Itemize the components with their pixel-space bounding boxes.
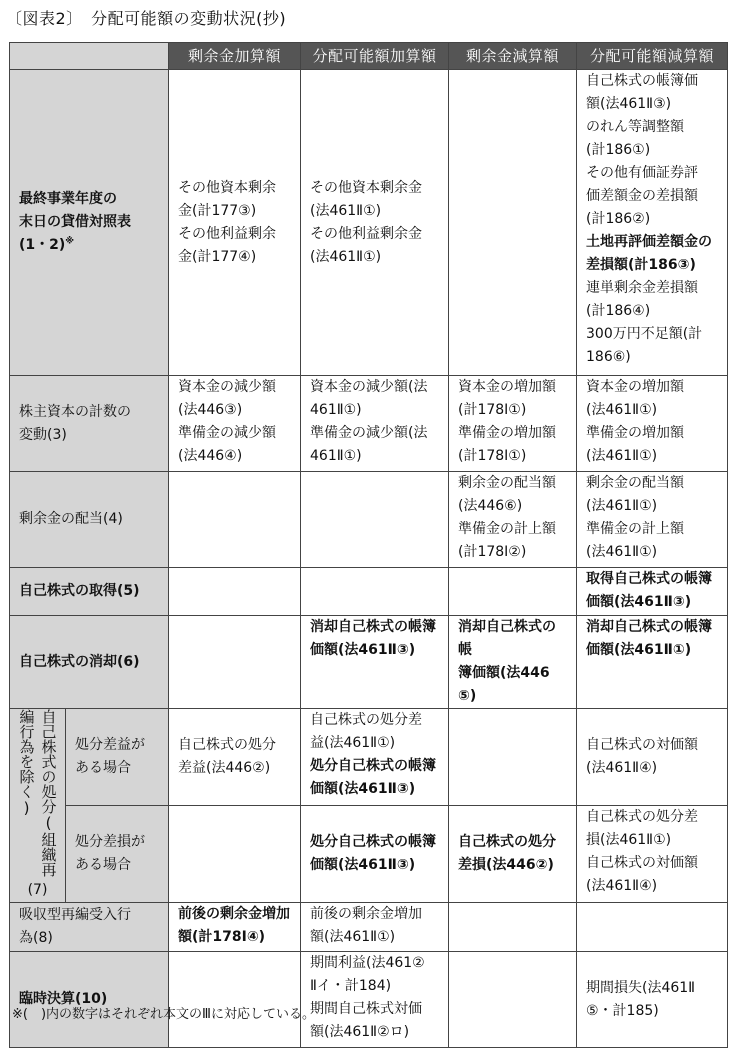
text-line: 自己株式の処分 <box>178 737 276 753</box>
text-line: 差損(法446②) <box>458 857 554 873</box>
text-line: 額(法461Ⅱ③) <box>586 96 672 112</box>
text-line: 186⑥) <box>586 349 631 365</box>
text-line: 準備金の増加額 <box>458 425 556 441</box>
text-line: (法461Ⅱ①) <box>586 544 658 560</box>
row-treasury-disposal-gain <box>10 709 728 806</box>
text-line: 最終事業年度の <box>19 191 117 207</box>
row-label-treasury-acquisition <box>10 568 169 616</box>
text-line: 前後の剰余金増加 <box>310 906 422 922</box>
cell-r6a-c3 <box>449 709 577 806</box>
text-line: 剰余金の配当額 <box>458 475 556 491</box>
cell-r7-c3 <box>449 903 577 952</box>
cell-r4-c1 <box>169 568 301 616</box>
text-line: 消却自己株式の帳簿 <box>586 619 712 635</box>
text-line: 金(計177④) <box>178 248 257 265</box>
text-line: 差損額(計186③) <box>586 257 696 273</box>
text-line: 金(計177③) <box>178 202 257 219</box>
row-interim-settlement <box>10 952 728 1048</box>
text-line: 剰余金の配当額 <box>586 475 684 491</box>
text-line: 期間利益(法461② <box>310 955 425 971</box>
text-line: 価額(法461Ⅱ③) <box>586 594 692 610</box>
text-line: (1・2)※ <box>19 236 75 253</box>
cell-r1-c2 <box>301 70 449 376</box>
footnote: ※( )内の数字はそれぞれ本文のⅢに対応している。 <box>12 1007 315 1022</box>
cell-r5-c1 <box>169 616 301 709</box>
cell-r4-c4 <box>577 568 728 616</box>
text-line: 臨時決算(10) <box>19 991 108 1007</box>
text-line: 自己株式の処分差 <box>310 712 422 728</box>
text-line: その他利益剰余金 <box>310 225 422 242</box>
text-line: ある場合 <box>75 857 131 873</box>
text-line: (法446⑥) <box>458 498 523 514</box>
row-balance-sheet <box>10 70 728 376</box>
text-line: 益(法461Ⅱ①) <box>310 735 396 751</box>
text-line: 準備金の計上額 <box>458 521 556 537</box>
text-line: (法446④) <box>178 448 243 464</box>
cell-r8-c1 <box>169 952 301 1048</box>
text-line: 価額(法461Ⅱ①) <box>586 642 692 658</box>
text-line: 価差額金の差損額 <box>586 188 698 204</box>
cell-r6b-c4 <box>577 806 728 903</box>
cell-r8-c2 <box>301 952 449 1048</box>
text-line: 自己株式の対価額 <box>586 855 698 871</box>
header-distributable-deduction: 分配可能額減算額 <box>577 43 728 70</box>
text-line: 自己株式の処分 <box>458 834 556 850</box>
text-line: 処分自己株式の帳簿 <box>310 758 436 774</box>
text-line: (法461Ⅱ④) <box>586 760 658 776</box>
text-line: 取得自己株式の帳簿 <box>586 571 712 587</box>
text-line: 準備金の減少額 <box>178 425 276 441</box>
row-treasury-acquisition <box>10 568 728 616</box>
text-line: 期間自己株式対価 <box>310 1001 422 1017</box>
text-line: 連単剰余金差損額 <box>586 280 698 296</box>
text-line: 為(8) <box>19 930 53 946</box>
text-line: 461Ⅱ①) <box>310 448 362 464</box>
cell-r6a-c4 <box>577 709 728 806</box>
text-line: 300万円不足額(計 <box>586 326 703 342</box>
header-row <box>10 43 728 70</box>
cell-r1-c1 <box>169 70 301 376</box>
note-mark: ※ <box>65 236 75 247</box>
text-line: 処分差損が <box>75 834 145 850</box>
text-line: (法461Ⅱ①) <box>586 448 658 464</box>
cell-r1-c4 <box>577 70 728 376</box>
cell-r3-c2 <box>301 472 449 568</box>
text-line: 資本金の減少額 <box>178 379 276 395</box>
row-label-treasury-disposal <box>10 709 66 903</box>
text-line: (法446③) <box>178 402 243 418</box>
text-line: 簿価額(法446⑤) <box>458 665 550 704</box>
text-line: 株主資本の計数の <box>19 403 131 420</box>
text-line: 差益(法446②) <box>178 760 271 776</box>
text-line: (計178Ⅰ①) <box>458 402 527 418</box>
text-line: その他資本剰余 <box>178 179 276 196</box>
text-line: (計178Ⅰ②) <box>458 544 527 560</box>
text-line: 資本金の増加額 <box>586 379 684 395</box>
distributable-amount-table <box>9 42 728 1048</box>
text-line: 消却自己株式の帳簿 <box>310 619 436 635</box>
text-line: 前後の剰余金増加 <box>178 906 290 922</box>
header-surplus-deduction: 剰余金減算額 <box>449 43 577 70</box>
cell-r3-c3 <box>449 472 577 568</box>
sublabel-disposal-gain <box>66 709 169 806</box>
text-line: ⑤・計185) <box>586 1002 659 1019</box>
header-corner <box>10 43 169 70</box>
text-line: 準備金の計上額 <box>586 521 684 537</box>
text-line: 吸収型再編受入行 <box>19 907 131 923</box>
text-line: その他利益剰余 <box>178 225 276 242</box>
row-label-capital-changes <box>10 376 169 472</box>
cell-r6b-c1 <box>169 806 301 903</box>
text-line: (法461Ⅱ①) <box>586 402 658 418</box>
cell-r5-c4 <box>577 616 728 709</box>
text-line: (法461Ⅱ①) <box>586 498 658 514</box>
text-line: 自己株式の帳簿価 <box>586 73 698 89</box>
row-label-absorption-reorg <box>10 903 169 952</box>
text-line: 自己株式の取得(5) <box>19 583 140 599</box>
row-dividends <box>10 472 728 568</box>
header-distributable-addition: 分配可能額加算額 <box>301 43 449 70</box>
text-line: 準備金の減少額(法 <box>310 425 428 441</box>
text-line: 土地再評価差額金の <box>586 234 712 250</box>
text-line: 額(法461Ⅱ②ロ) <box>310 1024 410 1040</box>
text-line: (法461Ⅱ④) <box>586 878 658 894</box>
row-treasury-cancellation <box>10 616 728 709</box>
text-line: (計178Ⅰ①) <box>458 448 527 464</box>
row-treasury-disposal-loss <box>10 806 728 903</box>
text-line: 価額(法461Ⅱ③) <box>310 781 416 797</box>
text-line: 損(法461Ⅱ①) <box>586 832 672 848</box>
text-line: (法461Ⅱ①) <box>310 202 382 219</box>
sublabel-disposal-loss <box>66 806 169 903</box>
cell-r6b-c3 <box>449 806 577 903</box>
text-line: その他資本剰余金 <box>310 179 422 196</box>
cell-r7-c2 <box>301 903 449 952</box>
text-line: 処分差益が <box>75 737 145 753</box>
cell-r6a-c2 <box>301 709 449 806</box>
text-line: 額(計178Ⅰ④) <box>178 929 266 945</box>
text-line: (法461Ⅱ①) <box>310 248 382 265</box>
treasury-disposal-vertical-label: 自己株式の処分(組織再編行為を除く) <box>17 709 58 877</box>
text-line: 自己株式の対価額 <box>586 737 698 753</box>
cell-r8-c4 <box>577 952 728 1048</box>
cell-r6a-c1 <box>169 709 301 806</box>
row-label-treasury-cancellation <box>10 616 169 709</box>
text-line: 剰余金の配当(4) <box>19 511 123 527</box>
cell-r2-c4 <box>577 376 728 472</box>
row-label-balance-sheet <box>10 70 169 376</box>
cell-r3-c4 <box>577 472 728 568</box>
treasury-disposal-number: (7) <box>27 882 48 898</box>
text-line: 額(法461Ⅱ①) <box>310 929 396 945</box>
text-line: 自己株式の消却(6) <box>19 653 140 670</box>
text-line: 末日の貸借対照表 <box>19 214 131 230</box>
cell-r4-c2 <box>301 568 449 616</box>
cell-r5-c3 <box>449 616 577 709</box>
cell-r1-c3 <box>449 70 577 376</box>
text-line: (計186①) <box>586 142 651 158</box>
text-line: 価額(法461Ⅱ③) <box>310 642 416 658</box>
row-absorption-reorg <box>10 903 728 952</box>
text-line: ある場合 <box>75 760 131 776</box>
row-label-dividends <box>10 472 169 568</box>
header-surplus-addition: 剰余金加算額 <box>169 43 301 70</box>
text-line: Ⅱイ・計184) <box>310 978 392 994</box>
text-line: 変動(3) <box>19 426 67 443</box>
cell-r3-c1 <box>169 472 301 568</box>
cell-r4-c3 <box>449 568 577 616</box>
cell-r5-c2 <box>301 616 449 709</box>
text-line: 準備金の増加額 <box>586 425 684 441</box>
text-line: 自己株式の処分差 <box>586 809 698 825</box>
row-label-interim-settlement <box>10 952 169 1048</box>
cell-r2-c2 <box>301 376 449 472</box>
row-capital-changes <box>10 376 728 472</box>
text-line: 資本金の増加額 <box>458 379 556 395</box>
text-line: その他有価証券評 <box>586 165 698 181</box>
text-line: (計186②) <box>586 211 651 227</box>
text-line: 消却自己株式の帳 <box>458 619 556 658</box>
text-line: のれん等調整額 <box>586 119 684 135</box>
text-line: 資本金の減少額(法 <box>310 379 428 395</box>
text-line: 期間損失(法461Ⅱ <box>586 979 696 996</box>
page-title: 〔図表2〕 分配可能額の変動状況(抄) <box>6 9 287 28</box>
cell-r8-c3 <box>449 952 577 1048</box>
text-line: 461Ⅱ①) <box>310 402 362 418</box>
cell-r7-c1 <box>169 903 301 952</box>
text-line: (計186④) <box>586 303 651 319</box>
cell-r2-c3 <box>449 376 577 472</box>
text-line: 価額(法461Ⅱ③) <box>310 857 416 873</box>
cell-r2-c1 <box>169 376 301 472</box>
cell-r6b-c2 <box>301 806 449 903</box>
text-line: 処分自己株式の帳簿 <box>310 834 436 850</box>
cell-r7-c4 <box>577 903 728 952</box>
